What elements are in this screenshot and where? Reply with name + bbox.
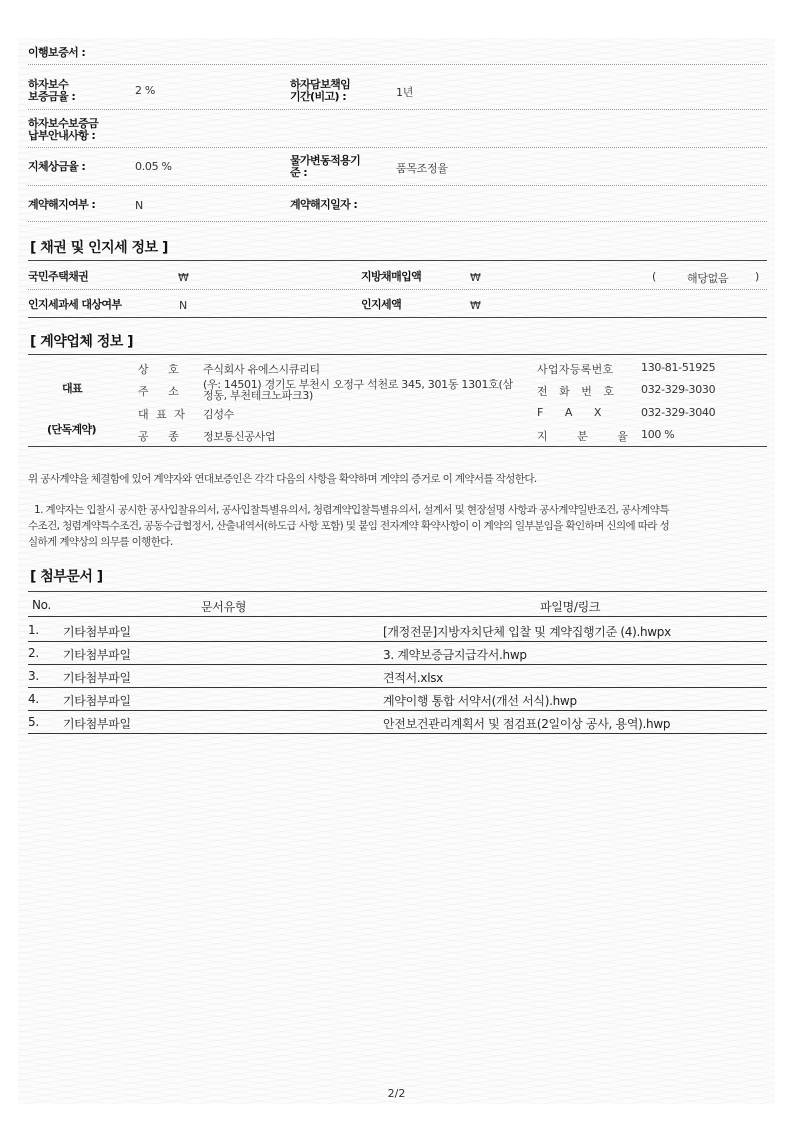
divider [28,185,767,186]
page-number: 2/2 [387,1087,406,1100]
header-type: 문서유형 [201,600,247,614]
company-industry: 정보통신공사업 [203,430,276,443]
section-rule [28,317,767,318]
company-ceo-label: 대 표 자 [138,408,187,421]
late-rate-label: 지체상금율 : [28,160,86,173]
divider [28,221,767,222]
company-industry-label: 공 종 [138,430,187,443]
contract-statement: 위 공사계약을 체결함에 있어 계약자와 연대보증인은 각각 다음의 사항을 확약하며 계약의 증거로 이 계약서를 작성한다. [28,473,537,485]
defect-rate-value: 2 % [135,84,156,97]
section-rule [28,446,767,447]
section-rule [28,591,767,592]
attachment-row [28,688,767,711]
housing-bond-label: 국민주택채권 [28,270,89,283]
divider [28,289,767,290]
company-name-label: 상 호 [138,363,187,376]
company-ceo: 김성수 [203,408,234,421]
attachment-no: 5. [28,715,39,729]
defect-period-value: 1년 [396,86,414,99]
company-address-label: 주 소 [138,385,187,398]
performance-bond-label: 이행보증서 : [28,46,86,59]
termination-value: N [135,199,143,212]
attachment-file-link[interactable]: 견적서.xlsx [383,671,443,685]
termination-date-label: 계약해지일자 : [290,198,358,211]
local-bond-note: 해당없음 [687,272,729,285]
attachments-header [28,594,767,617]
attachment-type: 기타첨부파일 [63,717,131,731]
company-address: (우: 14501) 경기도 부천시 오정구 석천로 345, 301동 1301호(삼 정동, 부천테크노파크3) [203,378,513,402]
divider [28,109,767,110]
section-rule [28,260,767,261]
defect-period-label: 하자담보책임 기간(비고) : [290,78,351,103]
attachment-row [28,665,767,688]
defect-payment-label: 하자보수보증금 납부안내사항 : [28,117,99,142]
attachment-file-link[interactable]: 안전보건관리계획서 및 점검표(2일이상 공사, 용역).hwp [383,717,671,731]
defect-rate-label: 하자보수 보증금율 : [28,78,76,103]
local-bond-value: ₩ [470,271,481,284]
attachment-type: 기타첨부파일 [63,648,131,662]
company-name: 주식회사 유에스시큐리티 [203,363,320,376]
local-bond-note-open: ( [652,270,656,283]
attachment-file-link[interactable]: 계약이행 통합 서약서(개선 서식).hwp [383,694,577,708]
company-section-title: [ 계약업체 정보 ] [30,334,134,350]
stamp-tax-value: ₩ [470,299,481,312]
local-bond-label: 지방채매입액 [361,270,422,283]
attachment-no: 4. [28,692,39,706]
housing-bond-value: ₩ [178,271,189,284]
attachment-type: 기타첨부파일 [63,625,131,639]
stamp-tax-target-label: 인지세과세 대상여부 [28,298,122,311]
attachment-row [28,711,767,734]
header-no: No. [32,598,52,612]
tel-label: 전 화 번 호 [537,385,618,398]
share: 100 % [641,428,675,441]
fax-label: F A X [537,406,611,419]
header-file: 파일명/링크 [540,600,601,614]
divider [28,64,767,65]
price-adjust-label: 물가변동적용기 준 : [290,154,361,179]
late-rate-value: 0.05 % [135,160,172,173]
attachment-no: 3. [28,669,39,683]
price-adjust-value: 품목조정율 [396,162,448,175]
attachment-file-link[interactable]: [개정전문]지방자치단체 입찰 및 계약집행기준 (4).hwpx [383,625,671,639]
reg-no-label: 사업자등록번호 [537,363,614,376]
company-role-label: 대표 [62,382,83,395]
attachments-title: [ 첨부문서 ] [30,569,103,585]
fax: 032-329-3040 [641,406,716,419]
document-page [18,38,775,1104]
attachment-file-link[interactable]: 3. 계약보증금지급각서.hwp [383,648,527,662]
attachment-no: 2. [28,646,39,660]
bond-section-title: [ 채권 및 인지세 정보 ] [30,240,168,256]
termination-label: 계약해지여부 : [28,198,96,211]
section-rule [28,354,767,355]
divider [28,147,767,148]
attachment-no: 1. [28,623,39,637]
stamp-tax-label: 인지세액 [361,298,402,311]
attachment-row [28,642,767,665]
contract-clause-1: 1. 계약자는 입찰시 공시한 공사입찰유의서, 공사입찰특별유의서, 청렴계약입찰특별유의서, 설계서 및 현장설명 사항과 공사계약일반조건, 공사계약특 수조건, 청렴계약특수조건, 공동수급협정서, 산출내역서(하도급 사항 포함) 및 붙임 전자계약 확약사항이 이 계약의 일부분임을 확인하며 신의에 따라 성 실하게 계약상의 의무를 이행한다. [28,504,670,548]
attachment-type: 기타첨부파일 [63,694,131,708]
share-label: 지 분 율 [537,430,641,443]
attachment-type: 기타첨부파일 [63,671,131,685]
tel: 032-329-3030 [641,383,716,396]
reg-no: 130-81-51925 [641,361,716,374]
attachment-row [28,619,767,642]
contract-type-label: (단독계약) [47,423,96,436]
stamp-tax-target-value: N [179,299,187,312]
local-bond-note-close: ) [755,270,759,283]
